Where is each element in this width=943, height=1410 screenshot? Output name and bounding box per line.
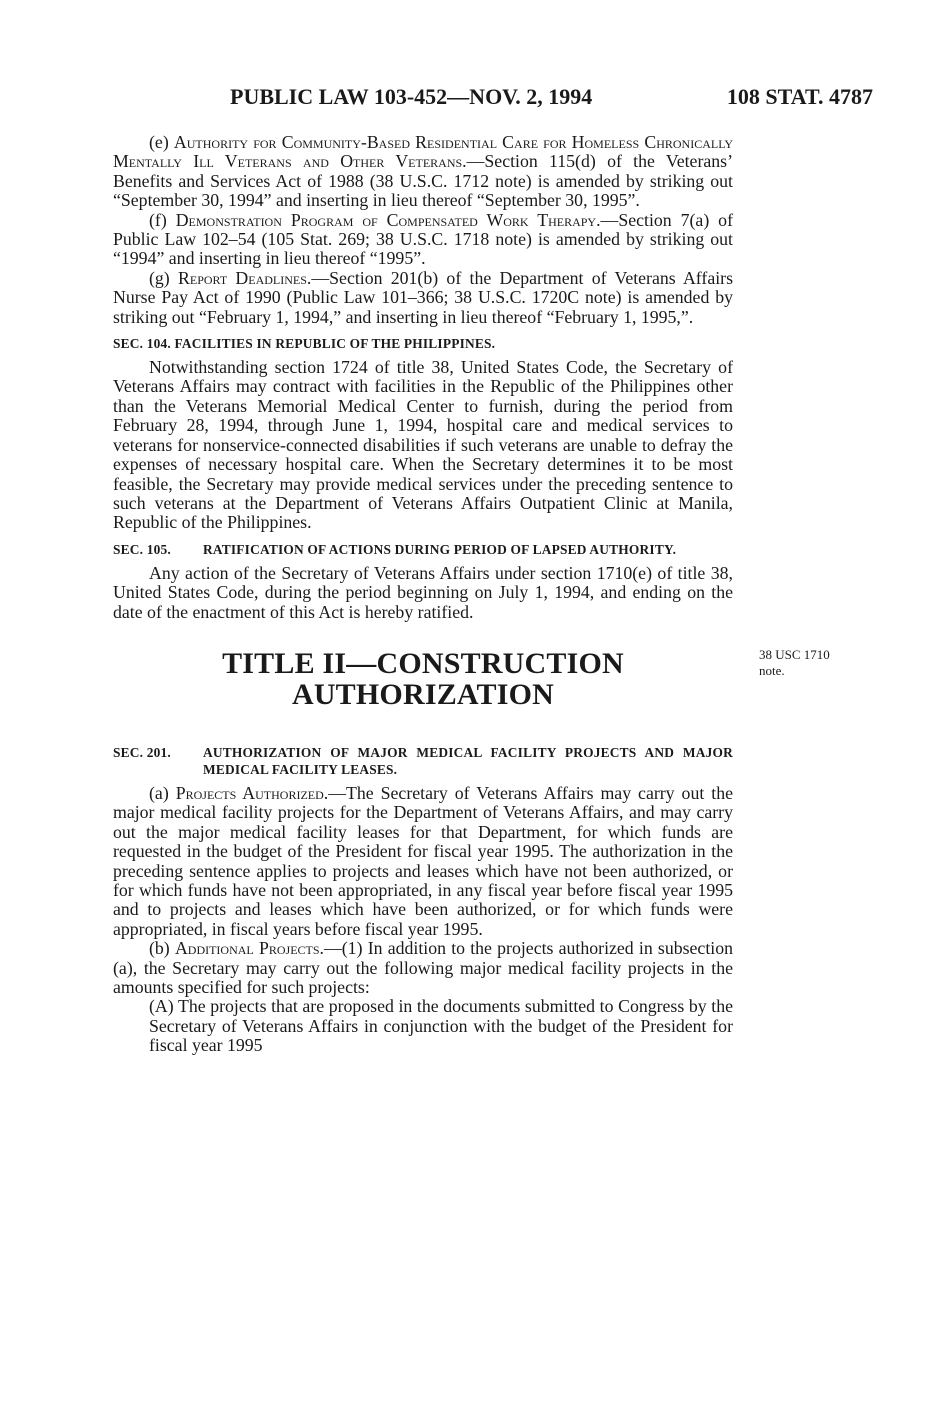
statute-page-number: 108 STAT. 4787 [726,84,873,109]
subsection-b-heading: Additional Projects. [174,938,324,959]
margin-note [759,647,869,679]
paragraph-f-heading: Demonstration Program of Compensated Work Therapy. [175,209,601,230]
subsection-a: (a) Projects Authorized.—The Secretary of Veterans Affairs may carry out the major medical facility projects for the Department of Veterans Affairs, and may carry out the major medical facility leases for that Department, for which funds are requested in the budget of the President for fiscal year 1995. The authorization in the preceding sentence applies to projects and leases which have not been authorized, or for which funds have not been appropriated, in any fiscal year before fiscal year 1995 and to projects and leases which have been authorized, or for which funds were appropriated, in fiscal years before fiscal year 1995. [113,782,733,939]
subsection-b: (b) Additional Projects.—(1) In addition to the projects authorized in subsection (a), the Secretary may carry out the following major medical facility projects in the amounts specified for such projects: [113,938,733,997]
document-body [113,133,733,1056]
paragraph-g-text: —Section 201(b) of the Department of Veterans Affairs Nurse Pay Act of 1990 (Public Law 101–366; 38 U.S.C. 1720C note) is amended by striking out “February 1, 1994,” and inserting in lieu thereof “February 1, 1995,”. [113,267,733,327]
paragraph-g-heading: Report Deadlines. [178,267,312,288]
section-105-heading: SEC. 105. RATIFICATION OF ACTIONS DURING PERIOD OF LAPSED AUTHORITY. [113,541,677,557]
section-105-text: Any action of the Secretary of Veterans Affairs under section 1710(e) of title 38, United States Code, during the period beginning on July 1, 1994, and ending on the date of the enactment of this Act is hereby ratified. [113,562,733,622]
paragraph-e-heading: Authority for Community-Based Residential Care for Homeless Chronically Mentally Ill Veterans and Other Veterans. [113,132,733,172]
paragraph-f-text: —Section 7(a) of Public Law 102–54 (105 Stat. 269; 38 U.S.C. 1718 note) is amended by striking out “1994” and inserting in lieu thereof “1995”. [113,209,733,269]
section-201-heading: SEC. 201. AUTHORIZATION OF MAJOR MEDICAL FACILITY PROJECTS AND MAJOR MEDICAL FACILITY LEASES. [113,744,733,777]
paragraph-g: (g) Report Deadlines.—Section 201(b) of the Department of Veterans Affairs Nurse Pay Act of 1990 (Public Law 101–366; 38 U.S.C. 1720C note) is amended by striking out “February 1, 1994,” and inserting in lieu thereof “February 1, 1995,”. [113,267,733,327]
title-heading-line2: AUTHORIZATION [291,677,555,711]
subsection-b-text: —(1) In addition to the projects authorized in subsection (a), the Secretary may carry out the following major medical facility projects in the amounts specified for such projects: [113,938,733,997]
title-heading-line1: TITLE II—CONSTRUCTION [222,646,624,680]
running-title: PUBLIC LAW 103-452—NOV. 2, 1994 [230,84,593,109]
margin-note-suffix: note. [759,663,785,678]
paragraph-f: (f) Demonstration Program of Compensated Work Therapy.—Section 7(a) of Public Law 102–54 (105 Stat. 269; 38 U.S.C. 1718 note) is amended by striking out “1994” and inserting in lieu thereof “1995”. [113,209,733,269]
paragraph-e-text: —Section 115(d) of the Veterans’ Benefits and Services Act of 1988 (38 U.S.C. 1712 note) is amended by striking out “September 30, 1994” and inserting in lieu thereof “September 30, 1995”. [113,151,733,211]
margin-note-citation: 38 USC 1710 [759,647,830,662]
page-header [113,84,873,114]
section-104-heading: SEC. 104. FACILITIES IN REPUBLIC OF THE PHILIPPINES. [113,336,496,352]
subparagraph-A: (A) The projects that are proposed in the documents submitted to Congress by the Secretary of Veterans Affairs in conjunction with the budget of the President for fiscal year 1995 [149,996,733,1056]
title-heading [113,648,733,710]
subsection-a-heading: Projects Authorized. [175,782,329,803]
subsection-a-text: —The Secretary of Veterans Affairs may carry out the major medical facility projects for the Department of Veterans Affairs, and may carry out the major medical facility leases for that Department, for which funds are requested in the budget of the President for fiscal year 1995. The authorization in the preceding sentence applies to projects and leases which have not been authorized, or for which funds have not been appropriated, in any fiscal year before fiscal year 1995 and to projects and leases which have been authorized, or for which funds were appropriated, in fiscal years before fiscal year 1995. [113,782,733,939]
section-104-text: Notwithstanding section 1724 of title 38, United States Code, the Secretary of Veterans Affairs may contract with facilities in the Republic of the Philippines other than the Veterans Memorial Medical Center to furnish, during the period from February 28, 1994, through June 1, 1994, hospital care and medical services to veterans for nonservice-connected disabilities if such veterans are unable to defray the expenses of necessary hospital care. When the Secretary determines it to be most feasible, the Secretary may provide medical services under the preceding sentence to such veterans at the Department of Veterans Affairs Outpatient Clinic at Manila, Republic of the Philippines. [113,357,733,533]
paragraph-e: (e) Authority for Community-Based Residential Care for Homeless Chronically Mentally Ill Veterans and Other Veterans.—Section 115(d) of the Veterans’ Benefits and Services Act of 1988 (38 U.S.C. 1712 note) is amended by striking out “September 30, 1994” and inserting in lieu thereof “September 30, 1995”. [113,132,733,211]
